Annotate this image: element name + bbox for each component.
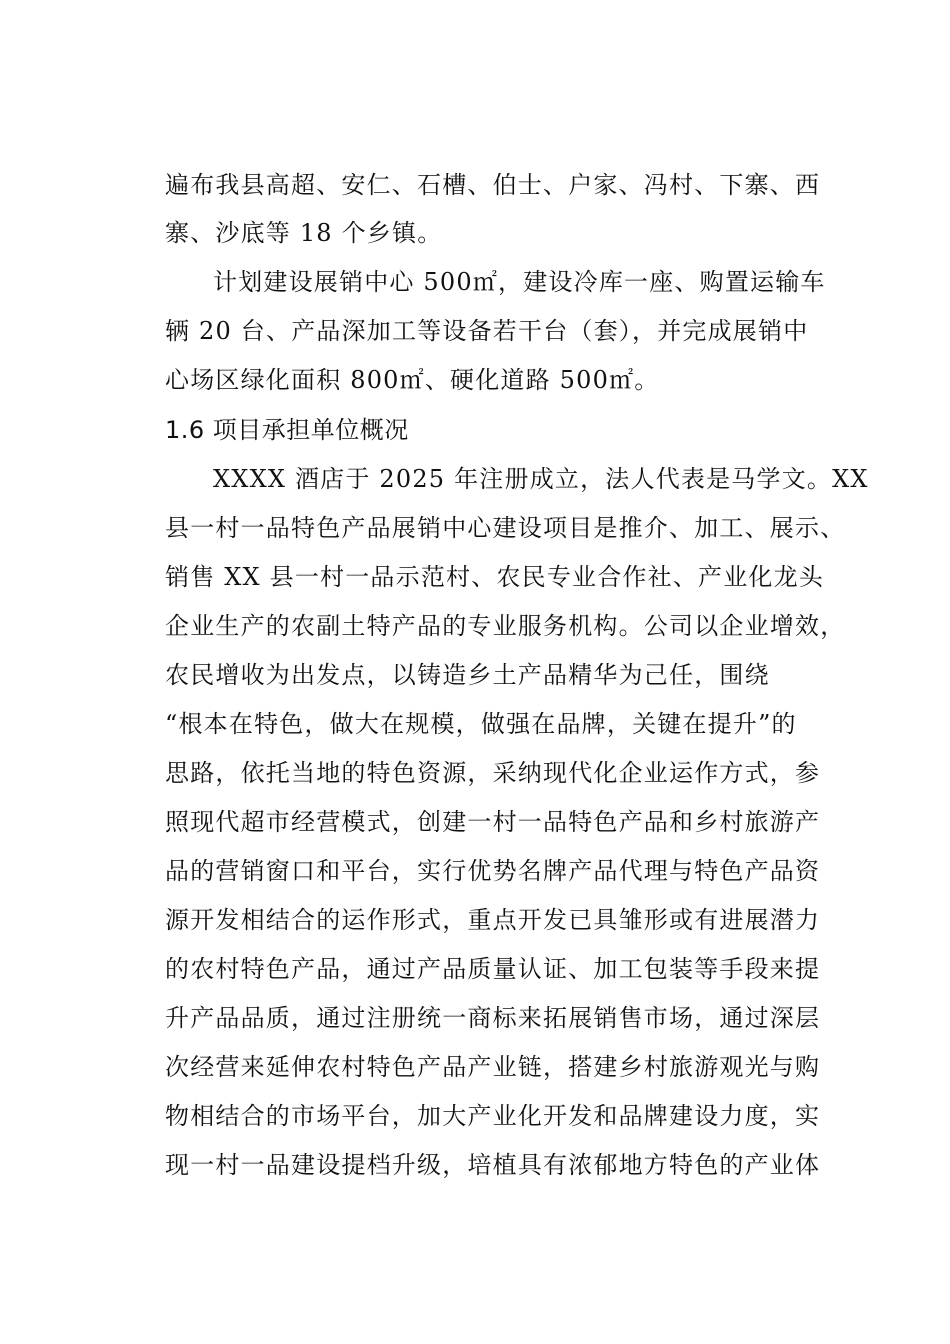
- paragraph-line: “根本在特色，做大在规模，做强在品牌，关键在提升”的: [165, 710, 797, 738]
- paragraph-line: 品的营销窗口和平台，实行优势名牌产品代理与特色产品资: [165, 857, 821, 885]
- paragraph-line: 遍布我县高超、安仁、石槽、伯士、户家、冯村、下寨、西: [165, 171, 821, 199]
- paragraph-line: 现一村一品建设提档升级，培植具有浓郁地方特色的产业体: [165, 1151, 821, 1179]
- paragraph-line: 企业生产的农副土特产品的专业服务机构。公司以企业增效，: [165, 612, 846, 640]
- paragraph-line: 次经营来延伸农村特色产品产业链，搭建乡村旅游观光与购: [165, 1053, 821, 1081]
- paragraph-line: 源开发相结合的运作形式，重点开发已具雏形或有进展潜力: [165, 906, 821, 934]
- paragraph-line: 计划建设展销中心 500㎡，建设冷库一座、购置运输车: [213, 268, 826, 296]
- paragraph-line: 寨、沙底等 18 个乡镇。: [165, 219, 443, 247]
- paragraph-line: 物相结合的市场平台，加大产业化开发和品牌建设力度，实: [165, 1102, 821, 1130]
- paragraph-line: 农民增收为出发点，以铸造乡土产品精华为己任，围绕: [165, 661, 770, 689]
- paragraph-line: 县一村一品特色产品展销中心建设项目是推介、加工、展示、: [165, 514, 846, 542]
- section-heading: 1.6 项目承担单位概况: [165, 416, 409, 444]
- paragraph-line: 照现代超市经营模式，创建一村一品特色产品和乡村旅游产: [165, 808, 821, 836]
- paragraph-line: 升产品品质，通过注册统一商标来拓展销售市场，通过深层: [165, 1004, 821, 1032]
- paragraph-line: 辆 20 台、产品深加工等设备若干台（套），并完成展销中: [165, 317, 809, 345]
- paragraph-line: XXXX 酒店于 2025 年注册成立，法人代表是马学文。XX: [213, 465, 869, 493]
- paragraph-line: 销售 XX 县一村一品示范村、农民专业合作社、产业化龙头: [165, 563, 825, 591]
- paragraph-line: 的农村特色产品，通过产品质量认证、加工包装等手段来提: [165, 955, 821, 983]
- paragraph-line: 心场区绿化面积 800㎡、硬化道路 500㎡。: [165, 366, 660, 394]
- paragraph-line: 思路，依托当地的特色资源，采纳现代化企业运作方式，参: [165, 759, 821, 787]
